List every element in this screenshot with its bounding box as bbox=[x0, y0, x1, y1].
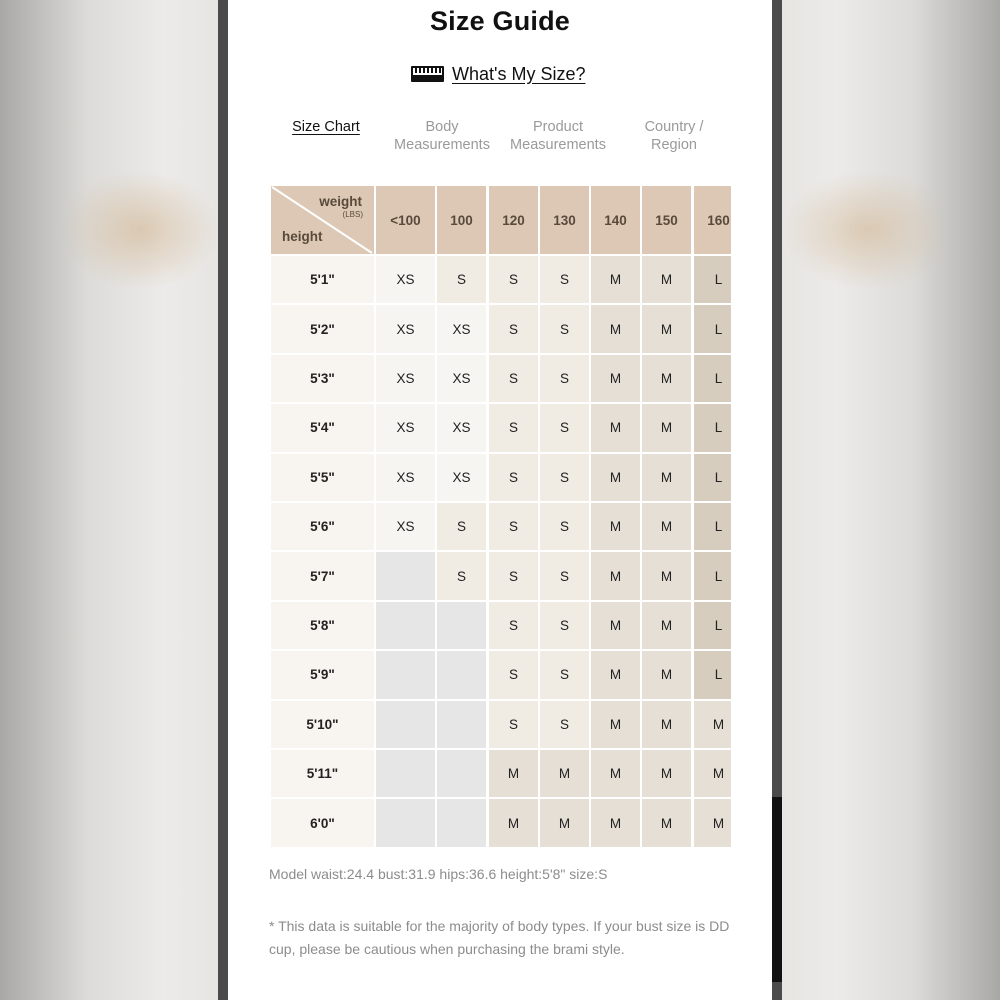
size-cell: M bbox=[642, 799, 691, 846]
height-row-header: 6'0" bbox=[271, 799, 374, 846]
size-cell: L bbox=[694, 355, 731, 402]
background-blur bbox=[782, 170, 952, 290]
size-cell: M bbox=[591, 750, 640, 797]
weight-header: <100 bbox=[376, 186, 435, 254]
weight-header: 120 bbox=[489, 186, 538, 254]
size-cell: S bbox=[540, 305, 589, 352]
size-cell: M bbox=[642, 256, 691, 303]
weight-header: 150 bbox=[642, 186, 691, 254]
weight-header: 140 bbox=[591, 186, 640, 254]
size-cell: L bbox=[694, 552, 731, 599]
tab-3[interactable]: Product Measurements bbox=[510, 119, 606, 153]
size-cell: M bbox=[642, 602, 691, 649]
size-cell: S bbox=[540, 503, 589, 550]
size-cell: M bbox=[540, 799, 589, 846]
background-left bbox=[0, 0, 218, 1000]
weight-header: 160 bbox=[694, 186, 731, 254]
size-cell: M bbox=[694, 750, 731, 797]
size-cell: XS bbox=[376, 355, 435, 402]
page-title: Size Guide bbox=[429, 6, 571, 36]
size-cell: XS bbox=[437, 454, 486, 501]
size-cell: S bbox=[540, 651, 589, 698]
whats-my-size-label: What's My Size? bbox=[452, 63, 586, 84]
size-cell: XS bbox=[437, 404, 486, 451]
height-row-header: 5'2" bbox=[271, 305, 374, 352]
tab-1[interactable]: Size Chart bbox=[292, 119, 360, 135]
ruler-icon bbox=[411, 66, 444, 82]
size-cell: S bbox=[540, 355, 589, 402]
size-cell: M bbox=[642, 552, 691, 599]
size-cell: S bbox=[489, 552, 538, 599]
size-cell: XS bbox=[376, 256, 435, 303]
size-cell: XS bbox=[376, 454, 435, 501]
size-cell: M bbox=[642, 651, 691, 698]
height-row-header: 5'9" bbox=[271, 651, 374, 698]
size-cell: M bbox=[591, 651, 640, 698]
size-cell: S bbox=[489, 305, 538, 352]
height-row-header: 5'1" bbox=[271, 256, 374, 303]
size-cell-empty bbox=[437, 799, 486, 846]
size-cell: M bbox=[642, 305, 691, 352]
background-right bbox=[782, 0, 1000, 1000]
size-cell: S bbox=[540, 552, 589, 599]
size-cell: L bbox=[694, 404, 731, 451]
size-cell: M bbox=[591, 503, 640, 550]
size-cell: XS bbox=[376, 503, 435, 550]
size-cell: S bbox=[540, 602, 589, 649]
size-cell-empty bbox=[437, 701, 486, 748]
size-cell: M bbox=[591, 701, 640, 748]
size-cell: XS bbox=[376, 404, 435, 451]
disclaimer: * This data is suitable for the majority of body types. If your bust size is DD cup, please be cautious when purchasing the brami style. bbox=[269, 918, 730, 957]
size-cell: M bbox=[591, 454, 640, 501]
scrollbar-thumb[interactable] bbox=[772, 797, 782, 982]
size-cell: M bbox=[591, 602, 640, 649]
size-cell: L bbox=[694, 503, 731, 550]
panel-border-left bbox=[218, 0, 228, 1000]
size-cell: S bbox=[489, 256, 538, 303]
size-cell: M bbox=[591, 799, 640, 846]
whats-my-size-link[interactable] bbox=[411, 62, 585, 86]
size-cell-empty bbox=[437, 602, 486, 649]
height-row-header: 5'3" bbox=[271, 355, 374, 402]
weight-label: weight bbox=[319, 194, 362, 209]
size-cell: S bbox=[489, 651, 538, 698]
height-row-header: 5'5" bbox=[271, 454, 374, 501]
size-cell: M bbox=[540, 750, 589, 797]
size-cell: S bbox=[540, 454, 589, 501]
size-cell: L bbox=[694, 602, 731, 649]
model-note: Model waist:24.4 bust:31.9 hips:36.6 height:5'8" size:S bbox=[269, 866, 608, 882]
size-cell-empty bbox=[437, 651, 486, 698]
size-cell: L bbox=[694, 305, 731, 352]
size-cell: S bbox=[437, 503, 486, 550]
size-cell: XS bbox=[437, 355, 486, 402]
size-cell: M bbox=[642, 404, 691, 451]
height-row-header: 5'10" bbox=[271, 701, 374, 748]
size-cell: S bbox=[437, 552, 486, 599]
size-cell: L bbox=[694, 454, 731, 501]
height-label: height bbox=[282, 229, 323, 244]
weight-header: 130 bbox=[540, 186, 589, 254]
size-cell: S bbox=[437, 256, 486, 303]
table-corner-header bbox=[271, 186, 374, 254]
size-cell: M bbox=[489, 750, 538, 797]
size-cell: S bbox=[489, 454, 538, 501]
size-cell: M bbox=[591, 355, 640, 402]
scrollbar[interactable] bbox=[772, 0, 782, 1000]
size-cell: M bbox=[642, 355, 691, 402]
tab-4[interactable]: Country / Region bbox=[644, 119, 704, 153]
weight-header: 100 bbox=[437, 186, 486, 254]
size-cell: M bbox=[489, 799, 538, 846]
size-cell: M bbox=[591, 305, 640, 352]
size-cell-empty bbox=[376, 799, 435, 846]
height-row-header: 5'4" bbox=[271, 404, 374, 451]
size-cell: M bbox=[591, 256, 640, 303]
size-cell: XS bbox=[376, 305, 435, 352]
size-cell: S bbox=[489, 602, 538, 649]
size-cell-empty bbox=[376, 701, 435, 748]
size-cell: XS bbox=[437, 305, 486, 352]
height-row-header: 5'11" bbox=[271, 750, 374, 797]
size-cell: S bbox=[540, 701, 589, 748]
size-cell-empty bbox=[437, 750, 486, 797]
height-row-header: 5'7" bbox=[271, 552, 374, 599]
size-cell: S bbox=[489, 404, 538, 451]
size-cell: M bbox=[642, 503, 691, 550]
tab-2[interactable]: Body Measurements bbox=[394, 119, 490, 153]
background-blur bbox=[60, 170, 220, 290]
size-cell-empty bbox=[376, 602, 435, 649]
size-chart-table bbox=[271, 186, 731, 851]
size-cell: L bbox=[694, 651, 731, 698]
size-cell: L bbox=[694, 256, 731, 303]
size-cell: S bbox=[489, 701, 538, 748]
size-cell-empty bbox=[376, 750, 435, 797]
size-guide-panel bbox=[228, 0, 772, 1000]
size-cell: S bbox=[489, 503, 538, 550]
size-cell: M bbox=[591, 552, 640, 599]
size-cell: M bbox=[642, 454, 691, 501]
size-cell: M bbox=[642, 750, 691, 797]
size-cell: S bbox=[489, 355, 538, 402]
size-cell-empty bbox=[376, 552, 435, 599]
height-row-header: 5'6" bbox=[271, 503, 374, 550]
weight-unit: (LBS) bbox=[342, 210, 363, 219]
size-cell: S bbox=[540, 256, 589, 303]
size-cell-empty bbox=[376, 651, 435, 698]
height-row-header: 5'8" bbox=[271, 602, 374, 649]
size-cell: M bbox=[591, 404, 640, 451]
size-cell: M bbox=[642, 701, 691, 748]
size-cell: S bbox=[540, 404, 589, 451]
size-cell: M bbox=[694, 799, 731, 846]
size-cell: M bbox=[694, 701, 731, 748]
